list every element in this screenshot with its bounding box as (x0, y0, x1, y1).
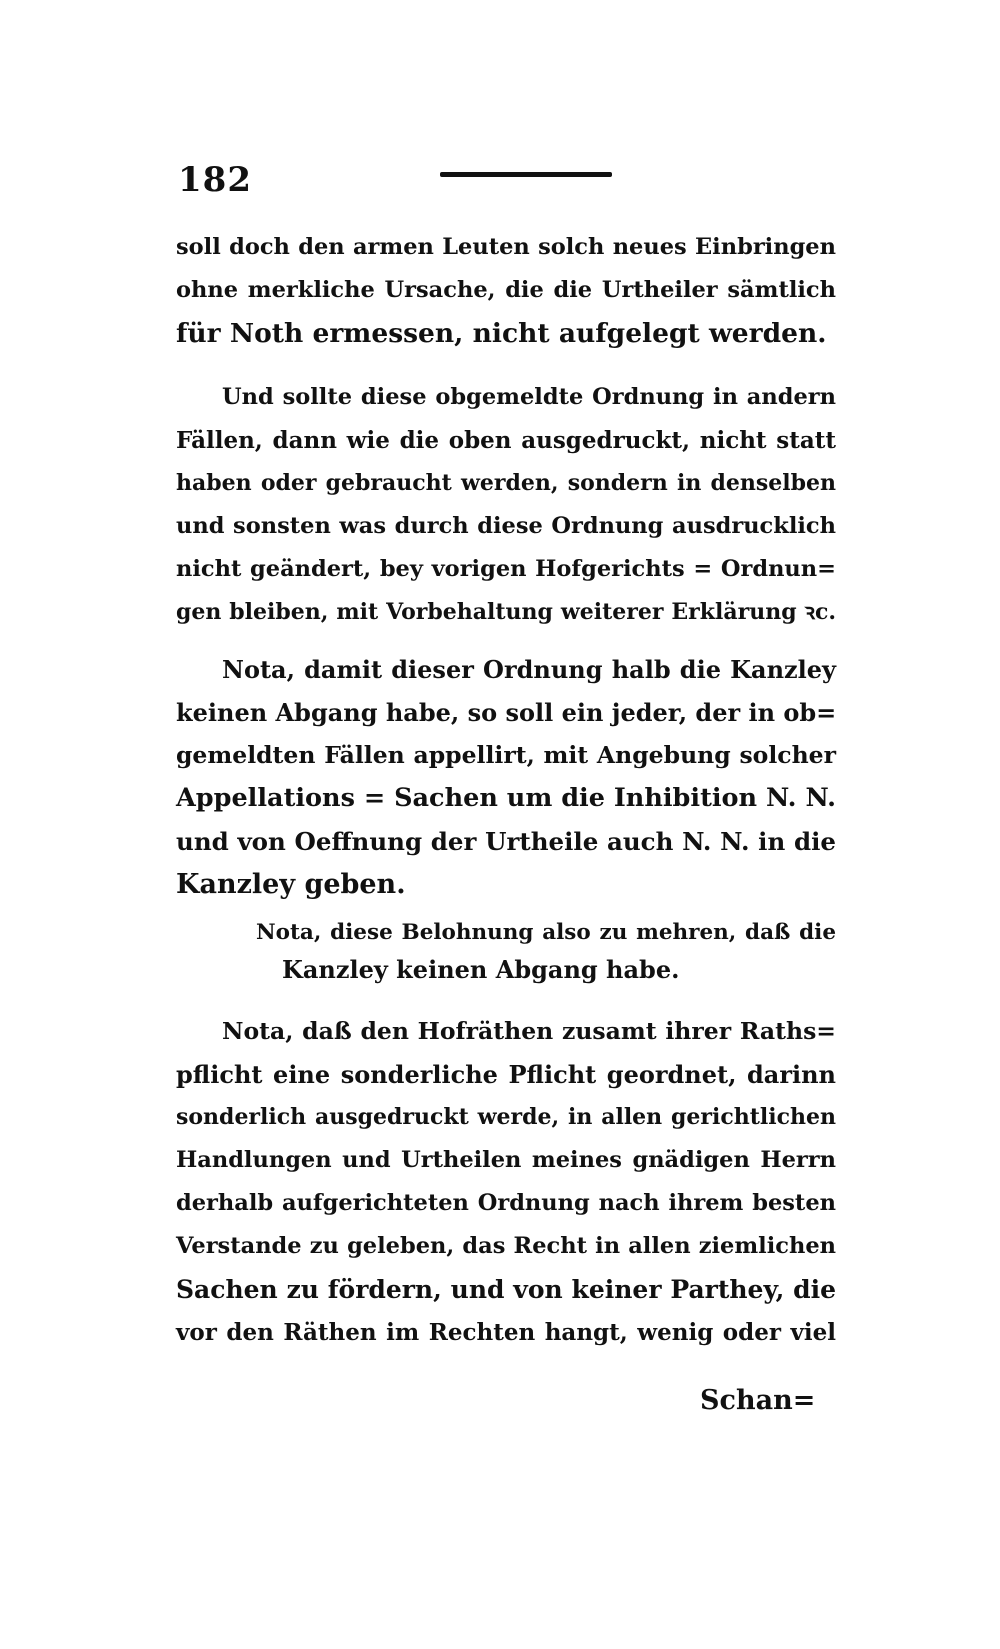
text-line: Handlungen und Urtheilen meines gnädigen Herrn (176, 1147, 836, 1173)
text-line: Verstande zu geleben, das Recht in allen ziemlichen (176, 1233, 836, 1259)
text-line: keinen Abgang habe, so soll ein jeder, der in ob= (176, 698, 837, 727)
paragraph-2 (176, 376, 836, 634)
text-line: haben oder gebraucht werden, sondern in denselben (176, 470, 836, 496)
text-line: gen bleiben, mit Vorbehaltung weiterer Erklärung ꝛc. (176, 599, 836, 625)
text-line: Und sollte diese obgemeldte Ordnung in andern (222, 384, 836, 410)
text-line: gemeldten Fällen appellirt, mit Angebung solcher (176, 741, 836, 769)
text-line: Nota, daß den Hofräthen zusamt ihrer Raths= (222, 1017, 836, 1045)
text-line: Appellations = Sachen um die Inhibition N. N. (176, 783, 836, 813)
text-line: Kanzley geben. (176, 869, 406, 900)
text-line: und sonsten was durch diese Ordnung ausdrucklich (176, 513, 836, 539)
text-line: Nota, diese Belohnung also zu mehren, daß die (256, 920, 836, 945)
paragraph-5 (176, 1010, 836, 1354)
text-line: Kanzley keinen Abgang habe. (282, 955, 680, 984)
text-line: ohne merkliche Ursache, die die Urtheiler sämtlich (176, 277, 836, 303)
page-number: 182 (178, 160, 252, 200)
text-line: derhalb aufgerichteten Ordnung nach ihrem besten (176, 1190, 836, 1216)
text-line: Nota, damit dieser Ordnung halb die Kanzley (222, 655, 836, 684)
paragraph-3 (176, 648, 836, 906)
text-line: Fällen, dann wie die oben ausgedruckt, nicht statt (176, 427, 836, 454)
header-rule (440, 172, 612, 177)
catchword: Schan= (700, 1385, 816, 1416)
text-line: und von Oeffnung der Urtheile auch N. N. in die (176, 827, 836, 856)
text-line: vor den Räthen im Rechten hangt, wenig oder viel (176, 1319, 836, 1346)
note-block (256, 914, 836, 988)
text-line: für Noth ermessen, nicht aufgelegt werden. (176, 318, 827, 349)
text-line: sonderlich ausgedruckt werde, in allen gerichtlichen (176, 1104, 836, 1130)
text-line: Sachen zu fördern, und von keiner Parthey, die (176, 1275, 836, 1304)
text-line: nicht geändert, bey vorigen Hofgerichts = Ordnun= (176, 556, 836, 582)
text-line: pflicht eine sonderliche Pflicht geordnet, darinn (176, 1060, 836, 1089)
text-line: soll doch den armen Leuten solch neues Einbringen (176, 234, 836, 260)
paragraph-1 (176, 226, 836, 355)
